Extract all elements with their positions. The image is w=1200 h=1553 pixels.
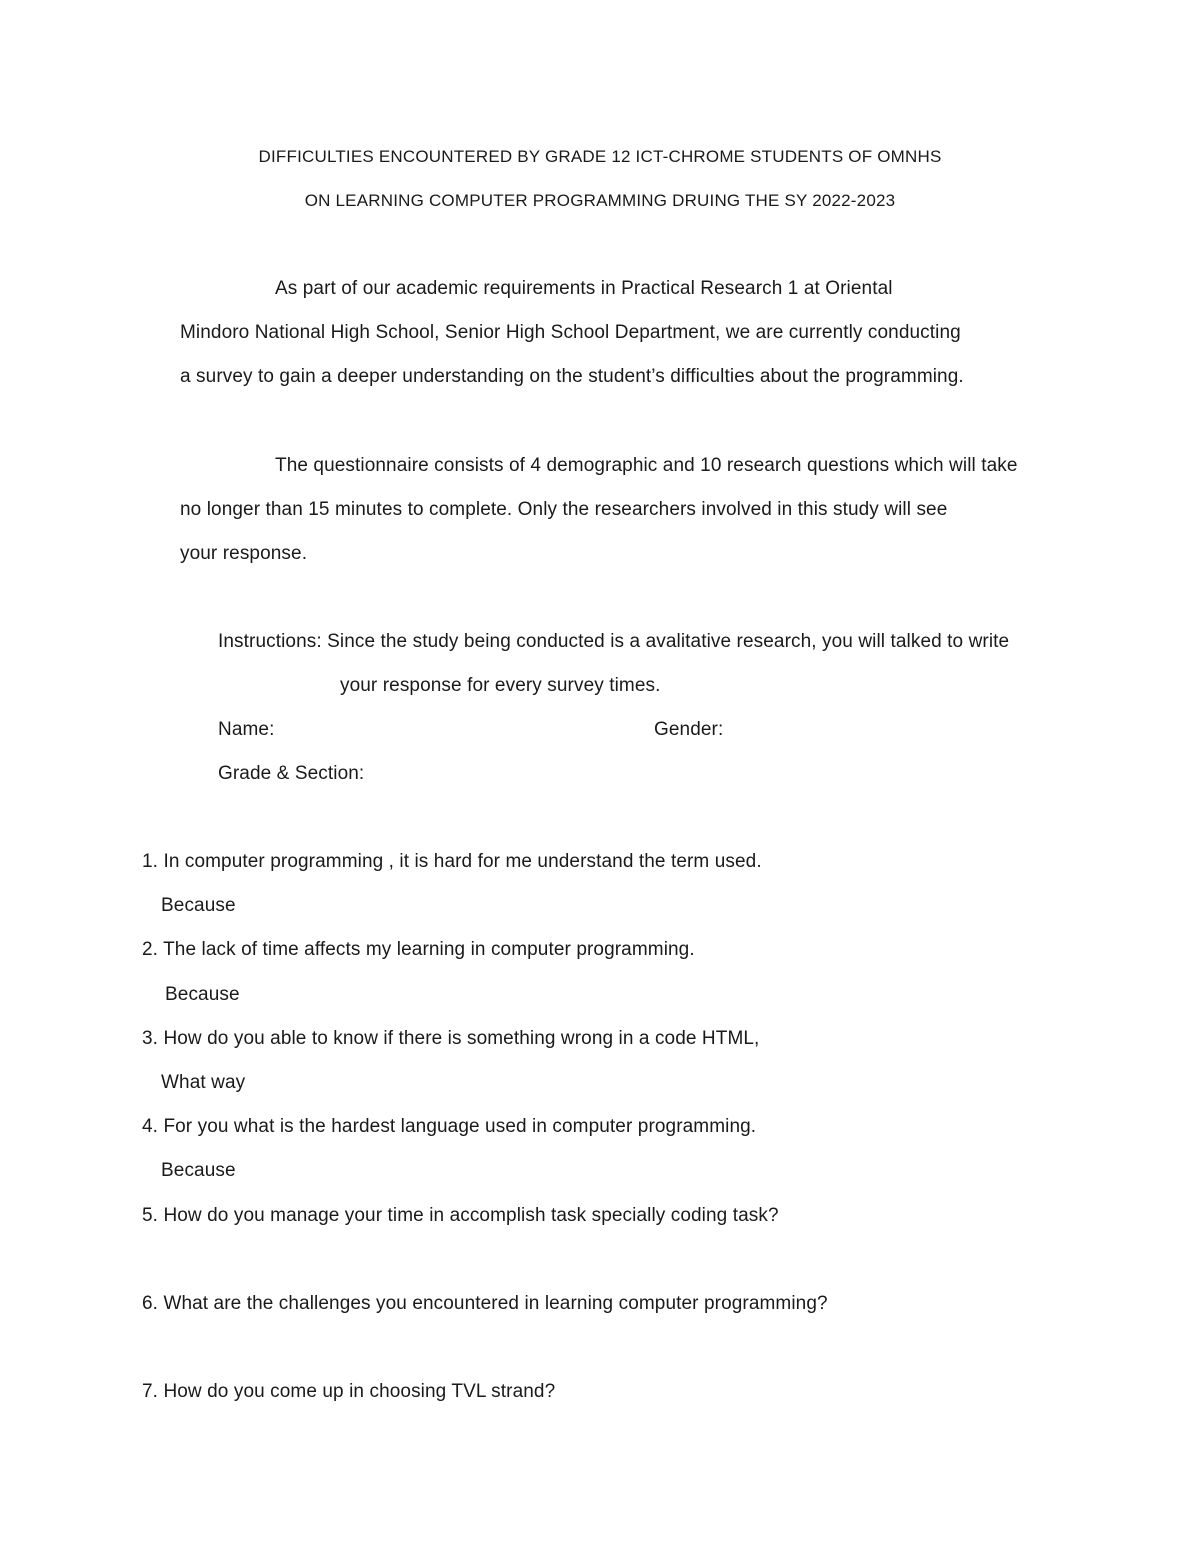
intro-line-1: As part of our academic requirements in Practical Research 1 at Oriental	[275, 278, 893, 299]
question-follow-up: What way	[161, 1072, 246, 1093]
question-text: How do you come up in choosing TVL strand?	[163, 1381, 556, 1402]
question-text: For you what is the hardest language used in computer programming.	[163, 1116, 757, 1137]
question-follow-up: Because	[161, 895, 236, 916]
question-text: In computer programming , it is hard for me understand the term used.	[163, 851, 762, 872]
question-number: 7.	[142, 1381, 159, 1402]
question-text: The lack of time affects my learning in computer programming.	[163, 939, 695, 960]
question-text: How do you manage your time in accomplish task specially coding task?	[163, 1205, 779, 1226]
question-number: 1.	[142, 851, 159, 872]
survey-title-line-1: DIFFICULTIES ENCOUNTERED BY GRADE 12 ICT-CHROME STUDENTS OF OMNHS	[258, 147, 942, 166]
question-item-4	[142, 1115, 756, 1139]
questionnaire-info-line-2: no longer than 15 minutes to complete. Only the researchers involved in this study will see	[180, 499, 948, 520]
question-item-7	[142, 1380, 555, 1404]
question-number: 2.	[142, 939, 159, 960]
questionnaire-info-line-1: The questionnaire consists of 4 demographic and 10 research questions which will take	[275, 455, 1018, 476]
question-follow-up: Because	[165, 984, 240, 1005]
question-follow-up: Because	[161, 1160, 236, 1181]
question-item-2	[142, 938, 695, 962]
question-item-6	[142, 1292, 828, 1316]
question-number: 5.	[142, 1205, 159, 1226]
gender-field-label: Gender:	[654, 719, 724, 740]
question-text: What are the challenges you encountered in learning computer programming?	[163, 1293, 828, 1314]
question-text: How do you able to know if there is something wrong in a code HTML,	[163, 1028, 760, 1049]
questionnaire-info-line-3: your response.	[180, 543, 308, 564]
question-item-3	[142, 1027, 759, 1051]
instructions-line-1: Instructions: Since the study being conducted is a avalitative research, you will talked to write	[218, 631, 1010, 652]
question-item-1	[142, 850, 762, 874]
question-number: 3.	[142, 1028, 159, 1049]
question-number: 6.	[142, 1293, 159, 1314]
instructions-line-2: your response for every survey times.	[340, 675, 661, 696]
intro-line-3: a survey to gain a deeper understanding on the student’s difficulties about the programming.	[180, 366, 964, 387]
question-number: 4.	[142, 1116, 159, 1137]
grade-section-field-label: Grade & Section:	[218, 763, 365, 784]
survey-title-line-2: ON LEARNING COMPUTER PROGRAMMING DRUING THE SY 2022-2023	[304, 191, 896, 210]
question-item-5	[142, 1204, 779, 1228]
name-field-label: Name:	[218, 719, 275, 740]
intro-line-2: Mindoro National High School, Senior High School Department, we are currently conducting	[180, 322, 961, 343]
